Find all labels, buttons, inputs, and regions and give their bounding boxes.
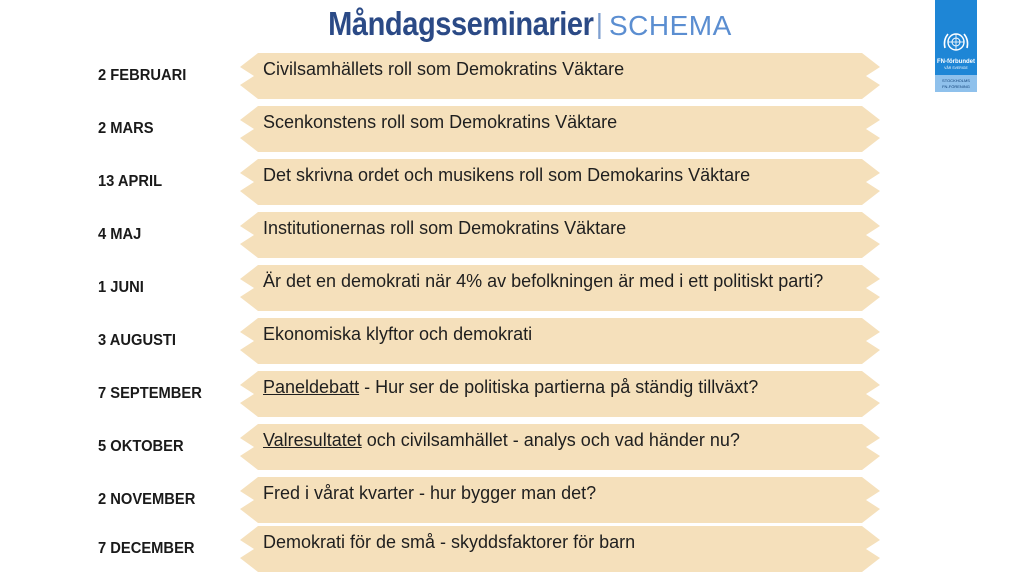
schedule-row [0,318,1024,364]
schedule-topic: Fred i vårat kvarter - hur bygger man det? [263,483,597,503]
topic-underlined-link[interactable]: Valresultatet [263,430,362,450]
schedule-date: 1 JUNI [98,279,144,296]
schedule-row [0,371,1024,417]
schedule-date: 5 OKTOBER [98,438,184,455]
schedule-row [0,424,1024,470]
logo-tagline: VÅR SVERIGE [944,66,968,70]
schedule-date: 2 FEBRUARI [98,67,187,84]
logo-name: FN-förbundet [937,59,975,65]
schedule-date: 7 DECEMBER [98,540,195,557]
title-separator: | [595,8,603,39]
topic-text: - Hur ser de politiska partierna på ständig tillväxt? [359,377,759,397]
schedule-topic: Det skrivna ordet och musikens roll som Demokarins Väktare [263,165,751,185]
schedule-date: 4 MAJ [98,226,142,243]
schedule-topic [263,377,1024,398]
schedule-topic [263,430,1024,451]
schedule-row [0,265,1024,311]
schedule-date: 2 MARS [98,120,154,137]
schedule-row [0,53,1024,99]
schedule-topic: Scenkonstens roll som Demokratins Väktare [263,112,618,132]
topic-text: och civilsamhället - analys och vad händer nu? [361,430,740,450]
schedule-topic: Demokrati för de små - skyddsfaktorer för barn [263,532,636,552]
title-main: Måndagsseminarier [328,5,594,42]
logo-foot-line2: FN-FÖRENING [942,83,970,89]
schedule-date: 2 NOVEMBER [98,491,196,508]
schedule-topic: Civilsamhällets roll som Demokratins Väktare [263,59,625,79]
topic-underlined-link[interactable]: Paneldebatt [263,377,360,397]
schedule-topic: Är det en demokrati när 4% av befolkningen är med i ett politiskt parti? [263,271,824,291]
schedule-date: 13 APRIL [98,173,163,190]
schedule-row [0,159,1024,205]
schedule-date: 7 SEPTEMBER [98,385,202,402]
schedule-date: 3 AUGUSTI [98,332,176,349]
page-title [0,4,1024,51]
schedule-topic: Ekonomiska klyftor och demokrati [263,324,533,344]
schedule-row [0,526,1024,572]
title-subtitle: SCHEMA [608,10,732,41]
logo-foot-line1: STOCKHOLMS [942,77,970,83]
schedule-row [0,106,1024,152]
schedule-row [0,477,1024,523]
schedule-topic: Institutionernas roll som Demokratins Väktare [263,218,627,238]
schedule-row [0,212,1024,258]
